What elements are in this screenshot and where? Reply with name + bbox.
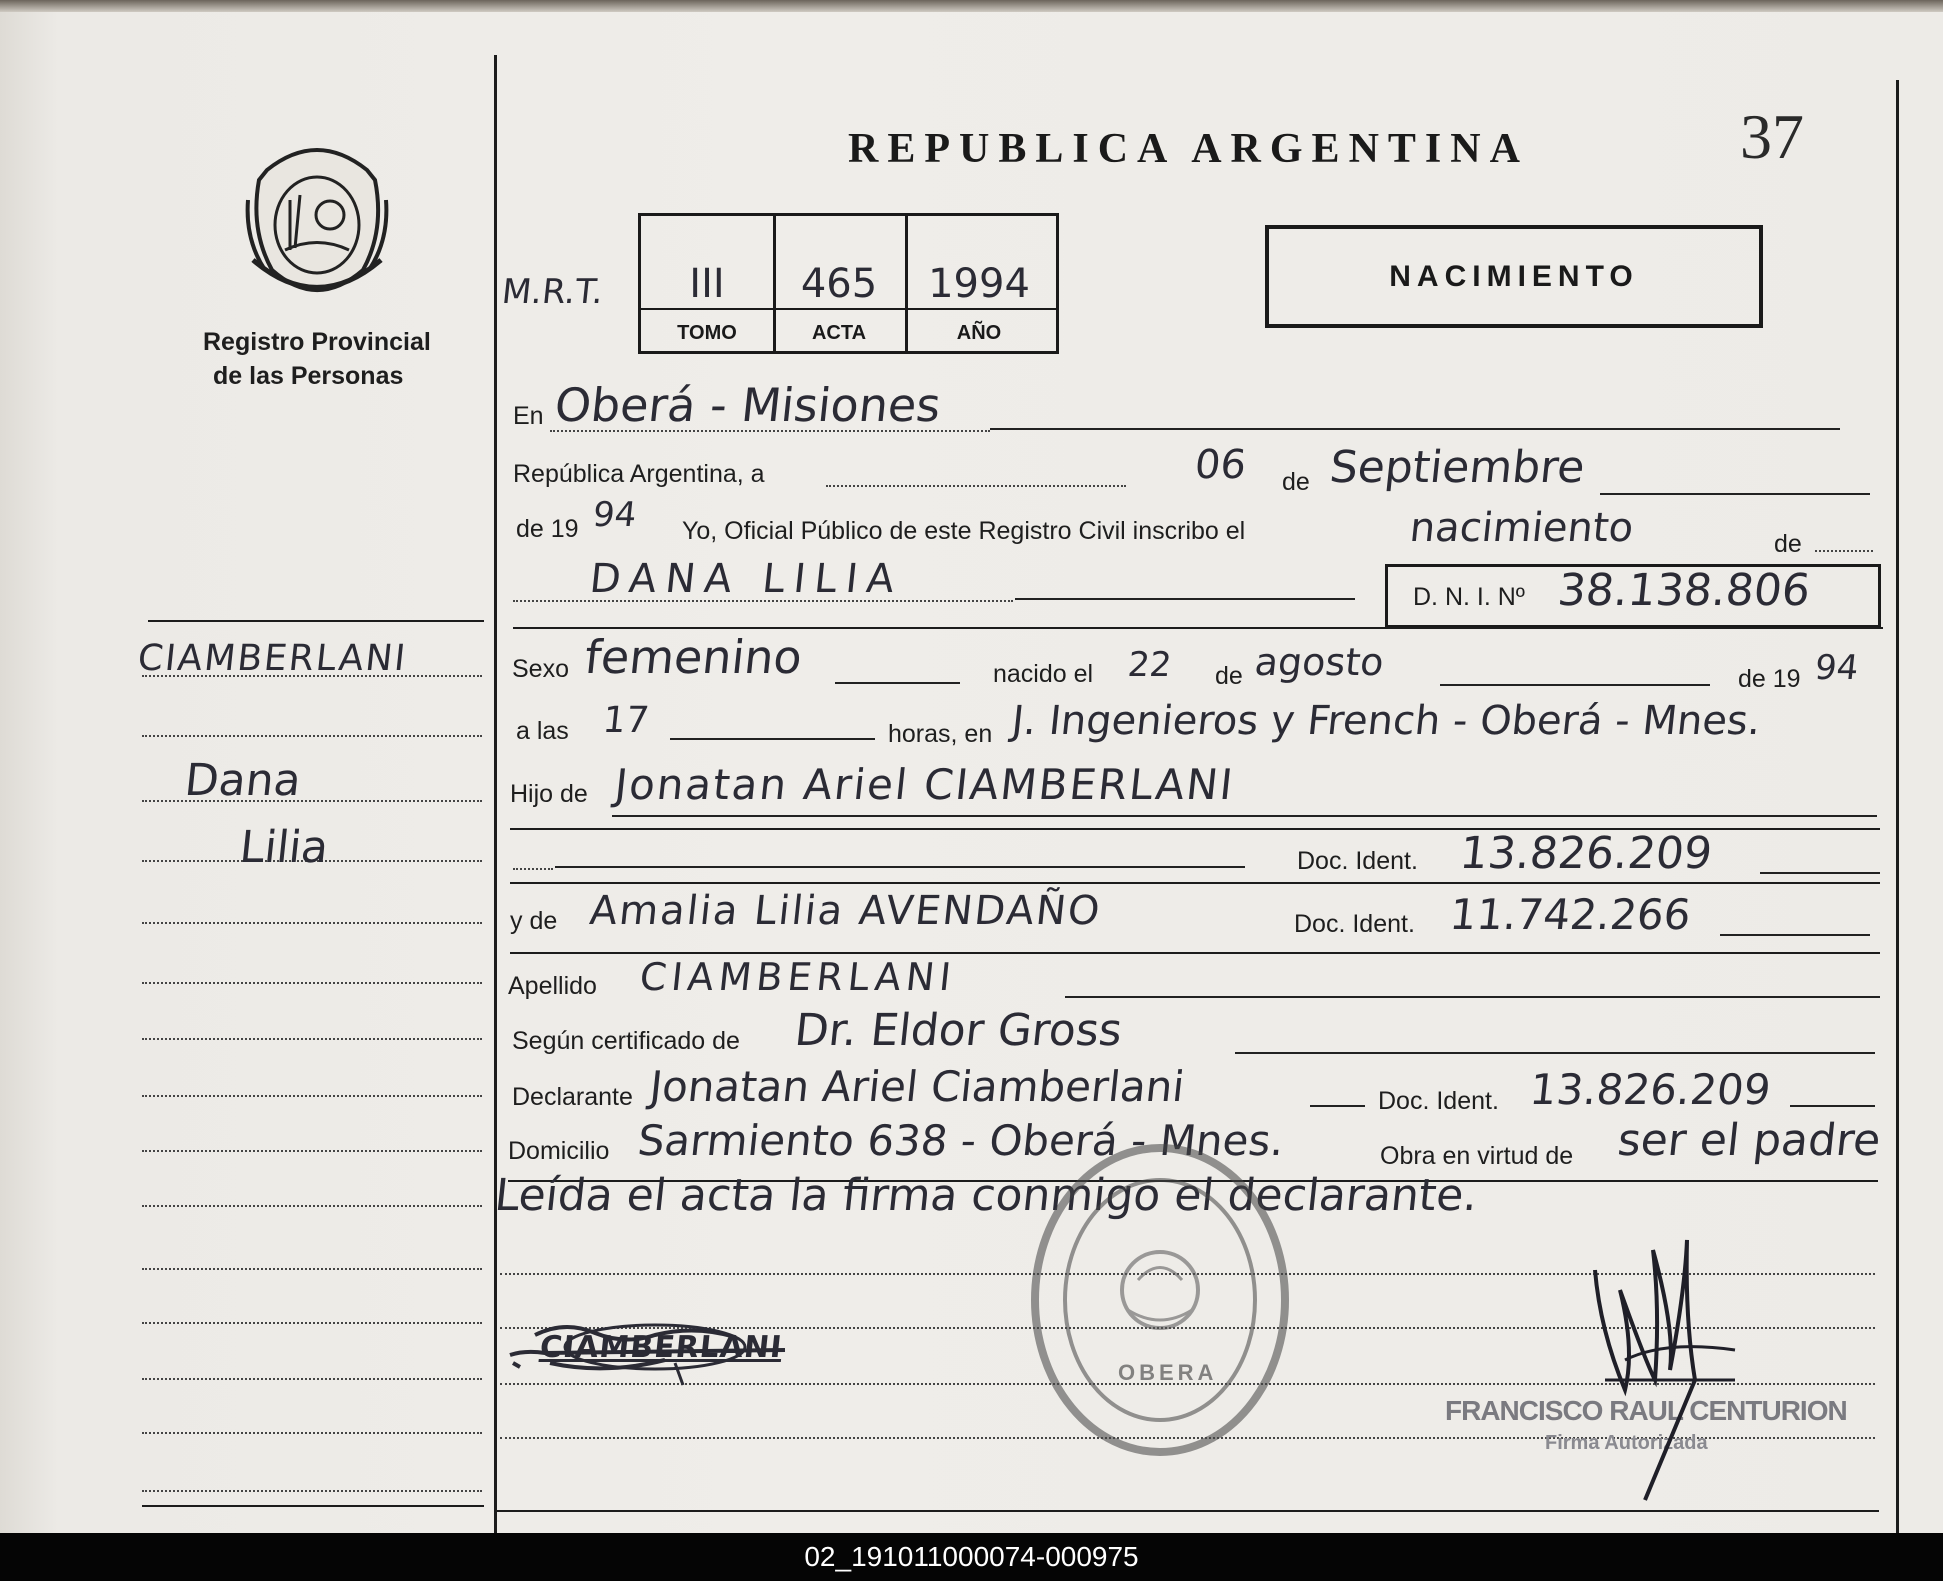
- sexo-line: [835, 682, 960, 684]
- mrt-table: [638, 213, 1059, 354]
- officer-signature-icon: [1585, 1230, 1745, 1510]
- sexo-label: Sexo: [512, 655, 569, 683]
- day-value: 06: [1192, 442, 1249, 488]
- mrt-ano-cell: [905, 216, 1053, 351]
- margin-line: [142, 1150, 482, 1152]
- margin-given-name-1: Dana: [182, 755, 304, 806]
- margin-bottom-rule: [142, 1505, 484, 1507]
- hour-value: 17: [600, 700, 651, 741]
- mrt-tomo-cell: [641, 216, 776, 351]
- margin-line: [142, 1205, 482, 1207]
- declarante-label: Declarante: [512, 1083, 633, 1111]
- officer-title-stamp: Firma Autorizada: [1545, 1432, 1708, 1454]
- apellido-line: [1065, 996, 1880, 998]
- registry-name-line1: Registro Provincial: [203, 328, 431, 356]
- margin-surname: CIAMBERLANI: [135, 638, 410, 679]
- birth-month-value: agosto: [1252, 640, 1386, 684]
- obra-value: ser el padre: [1615, 1115, 1884, 1166]
- page-number: 37: [1740, 101, 1804, 172]
- closing-statement: Leída el acta la firma conmigo el declarante.: [492, 1170, 1481, 1221]
- birth-month-line: [1440, 684, 1710, 686]
- tomo-label: TOMO: [677, 322, 737, 344]
- obra-label: Obra en virtud de: [1380, 1142, 1574, 1170]
- mother-doc-line: [1720, 934, 1870, 936]
- name-line: [513, 600, 1013, 602]
- margin-given-name-2: Lilia: [237, 822, 331, 873]
- father-extra-line: [555, 866, 1245, 868]
- margin-line: [142, 1095, 482, 1097]
- horas-label: horas, en: [888, 720, 993, 748]
- bottom-rule: [494, 1510, 1879, 1512]
- birth-year-label: de 19: [1738, 665, 1801, 693]
- mother-doc-value: 11.742.266: [1447, 890, 1694, 939]
- acta-value: 465: [800, 261, 878, 307]
- place-line: [990, 428, 1840, 430]
- de-label: de: [1282, 468, 1310, 496]
- acta-label: ACTA: [811, 322, 867, 344]
- dni-value: 38.138.806: [1555, 565, 1813, 616]
- hijo-label: Hijo de: [510, 780, 588, 808]
- declarante-doc-value: 13.826.209: [1527, 1065, 1774, 1114]
- name-line: [1015, 598, 1355, 600]
- act-value: nacimiento: [1407, 505, 1636, 551]
- page-top-edge: [0, 0, 1943, 12]
- yde-label: y de: [510, 907, 558, 935]
- year-prefix-label: de 19: [516, 515, 579, 543]
- domicilio-label: Domicilio: [508, 1137, 610, 1165]
- birth-place-value: J. Ingenieros y French - Oberá - Mnes.: [1009, 698, 1764, 744]
- place-value: Oberá - Misiones: [552, 378, 944, 432]
- margin-line: [142, 982, 482, 984]
- right-border: [1896, 80, 1899, 1533]
- year-suffix-value: 94: [590, 495, 639, 535]
- apellido-value: CIAMBERLANI: [637, 955, 958, 999]
- row-rule: [510, 952, 1880, 954]
- month-value: Septiembre: [1327, 442, 1588, 493]
- margin-line: [142, 1038, 482, 1040]
- registry-name-line2: de las Personas: [213, 362, 404, 390]
- ano-value: 1994: [928, 261, 1030, 307]
- father-doc-value: 13.826.209: [1457, 828, 1715, 879]
- seal-place-text: OBERA: [1118, 1360, 1218, 1385]
- ano-label: AÑO: [956, 322, 1002, 344]
- birth-day-value: 22: [1125, 645, 1174, 685]
- dni-label: D. N. I. Nº: [1413, 583, 1525, 611]
- declarante-line: [1310, 1105, 1365, 1107]
- hour-line: [670, 738, 875, 740]
- domicilio-value: Sarmiento 638 - Oberá - Mnes.: [635, 1116, 1287, 1165]
- mother-value: Amalia Lilia AVENDAÑO: [587, 888, 1104, 934]
- father-value: Jonatan Ariel CIAMBERLANI: [612, 760, 1237, 809]
- officer-name-stamp: FRANCISCO RAUL CENTURION: [1445, 1395, 1847, 1426]
- margin-line: [142, 1322, 482, 1324]
- row-rule: [510, 882, 1880, 884]
- birth-year-suffix-value: 94: [1812, 648, 1861, 688]
- certificado-label: Según certificado de: [512, 1027, 740, 1055]
- place-line: [550, 430, 990, 432]
- sexo-value: femenino: [582, 630, 805, 684]
- margin-line: [142, 1490, 482, 1492]
- apellido-label: Apellido: [508, 972, 597, 1000]
- margin-line: [142, 922, 482, 924]
- margin-line: [142, 1268, 482, 1270]
- mother-doc-label: Doc. Ident.: [1294, 910, 1415, 938]
- image-id-footer: 02_191011000074-000975: [0, 1533, 1943, 1581]
- oficial-label: Yo, Oficial Público de este Registro Civil inscribo el: [682, 517, 1246, 545]
- father-line: [612, 815, 1877, 817]
- father-doc-line: [1760, 872, 1880, 874]
- margin-line: [142, 735, 482, 737]
- country-title: REPUBLICA ARGENTINA: [848, 126, 1529, 172]
- margin-line: [142, 1378, 482, 1380]
- father-extra-line: [513, 868, 553, 870]
- mrt-acta-cell: [773, 216, 908, 351]
- record-type-box: NACIMIENTO: [1265, 225, 1763, 328]
- declarant-signature-text: CIAMBERLANI: [538, 1330, 785, 1365]
- alas-label: a las: [516, 717, 569, 745]
- certificado-value: Dr. Eldor Gross: [792, 1005, 1125, 1056]
- tomo-value: III: [689, 261, 725, 307]
- nacido-label: nacido el: [993, 660, 1094, 688]
- en-label: En: [513, 402, 544, 430]
- declarante-doc-label: Doc. Ident.: [1378, 1087, 1499, 1115]
- declarante-value: Jonatan Ariel Ciamberlani: [647, 1062, 1187, 1111]
- birth-de-label: de: [1215, 662, 1243, 690]
- declarante-doc-line: [1790, 1105, 1875, 1107]
- father-doc-label: Doc. Ident.: [1297, 847, 1418, 875]
- child-name-value: DANA LILIA: [587, 556, 906, 602]
- registry-seal-stamp-icon: [1028, 1140, 1293, 1460]
- margin-line: [142, 1432, 482, 1434]
- section-rule: [513, 627, 1883, 629]
- certificado-line: [1235, 1052, 1875, 1054]
- date-line: [826, 485, 1126, 487]
- act-de-label: de: [1774, 530, 1802, 558]
- act-line: [1815, 550, 1873, 552]
- mrt-label: M.R.T.: [499, 272, 606, 312]
- province-seal-icon: [245, 140, 390, 305]
- margin-top-rule: [148, 620, 484, 622]
- republica-label: República Argentina, a: [513, 460, 765, 488]
- left-column-divider: [494, 55, 497, 1533]
- dni-box: [1385, 564, 1881, 628]
- month-line: [1600, 493, 1870, 495]
